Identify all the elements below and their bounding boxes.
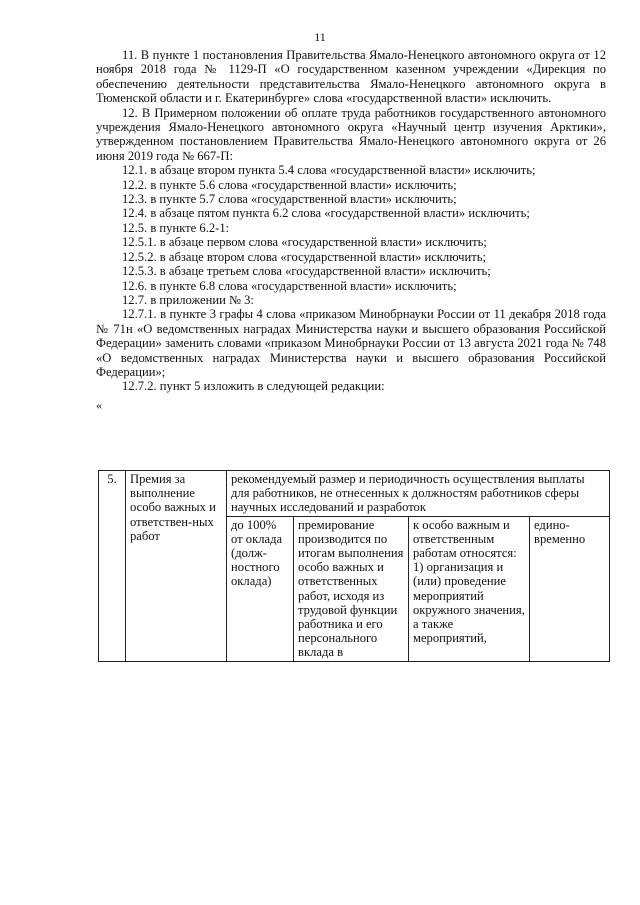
item-12-4: 12.4. в абзаце пятом пункта 6.2 слова «государственной власти» исключить; <box>122 206 530 221</box>
table-row-number: 5. <box>99 471 126 662</box>
item-12-5-1: 12.5.1. в абзаце первом слова «государственной власти» исключить; <box>122 235 487 250</box>
document-body <box>96 48 606 410</box>
item-12-7-1: 12.7.1. в пункте 3 графы 4 слова «приказом Минобрнауки России от 11 декабря 2018 года № 71н «О ведомственных наградах Министерства науки и высшего образования Российской Федерации» заменить словами «приказом Минобрнауки России от 13 августа 2021 года № 748 «О ведомственных наградах Министерства науки и высшего образования Российской Федерации»; <box>96 307 606 379</box>
page-number: 11 <box>314 30 326 44</box>
item-12-6: 12.6. в пункте 6.8 слова «государственной власти» исключить; <box>122 278 457 293</box>
table-cell-conditions: к особо важным и ответственным работам относятся: 1) организация и (или) проведение мероприятий окружного значения, а также мероприятий, <box>409 516 530 661</box>
item-12-5: 12.5. в пункте 6.2-1: <box>122 220 230 235</box>
item-12-3: 12.3. в пункте 5.7 слова «государственной власти» исключить; <box>122 192 457 207</box>
item-12-1: 12.1. в абзаце втором пункта 5.4 слова «государственной власти» исключить; <box>122 163 536 178</box>
item-12-7: 12.7. в приложении № 3: <box>122 292 254 307</box>
table-row-title: Премия за выполнение особо важных и ответствен-ных работ <box>126 471 227 662</box>
paragraph-11: 11. В пункте 1 постановления Правительства Ямало-Ненецкого автономного округа от 12 ноября 2018 года № 1129-П «О государственном казенном учреждении «Дирекция по обеспечению деятельности представительства Ямало-Ненецкого автономного округа в Тюменской области и г. Екатеринбурге» слова «государственной власти» исключить. <box>96 48 606 106</box>
table-cell-size: до 100% от оклада (долж-ностного оклада) <box>227 516 294 661</box>
table-cell-description: премирование производится по итогам выполнения особо важных и ответственных работ, исходя из трудовой функции работника и его персонального вклада в <box>294 516 409 661</box>
item-12-7-2: 12.7.2. пункт 5 изложить в следующей редакции: <box>122 379 385 394</box>
item-12-5-2: 12.5.2. в абзаце втором слова «государственной власти» исключить; <box>122 249 486 264</box>
amended-table <box>98 470 610 662</box>
opening-quote-mark: « <box>96 397 102 412</box>
item-12-2: 12.2. в пункте 5.6 слова «государственной власти» исключить; <box>122 177 457 192</box>
table-header-text: рекомендуемый размер и периодичность осуществления выплаты для работников, не отнесенных к должностям работников сферы научных исследований и разработок <box>227 471 610 517</box>
paragraph-12: 12. В Примерном положении об оплате труда работников государственного автономного учреждения Ямало-Ненецкого автономного округа «Научный центр изучения Арктики», утвержденном постановлением Правительства Ямало-Ненецкого автономного округа от 26 июня 2019 года № 667-П: <box>96 105 606 163</box>
table-cell-periodicity: едино-временно <box>530 516 610 661</box>
item-12-5-3: 12.5.3. в абзаце третьем слова «государственной власти» исключить; <box>122 264 491 279</box>
